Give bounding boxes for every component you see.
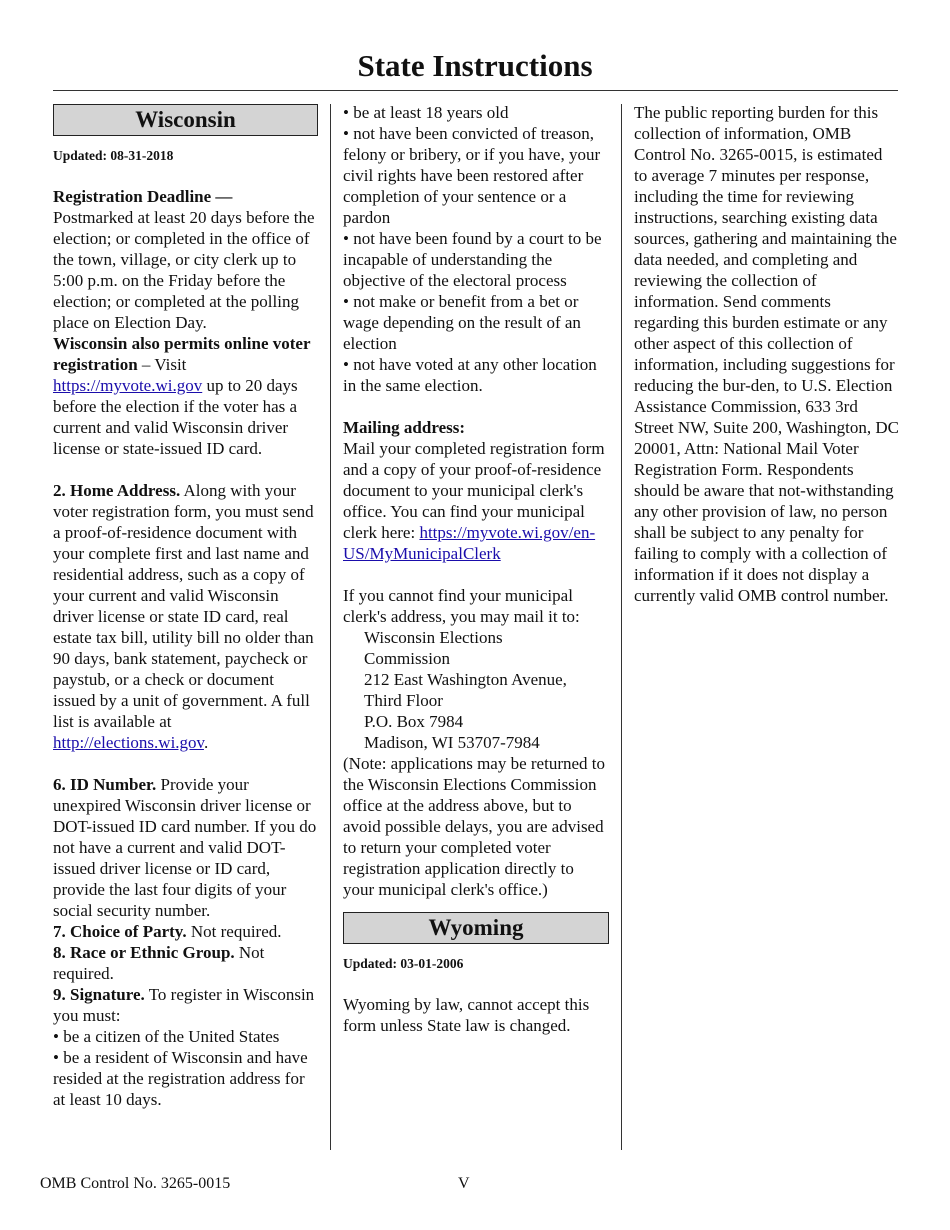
signature-text: To register in Wisconsin you must: bbox=[53, 985, 315, 1025]
signature-label: 9. Signature. bbox=[53, 985, 145, 1004]
requirement-item: • not have voted at any other location in the same election. bbox=[343, 355, 597, 395]
address-line: Third Floor bbox=[364, 691, 443, 710]
address-line: Wisconsin Elections bbox=[364, 628, 503, 647]
mailing-address-label bbox=[343, 417, 609, 438]
race-ethnic-group bbox=[53, 942, 318, 984]
address-line: Madison, WI 53707-7984 bbox=[364, 733, 540, 752]
mailing-address-text bbox=[343, 438, 609, 564]
requirement-item: • be a citizen of the United States bbox=[53, 1027, 280, 1046]
home-address-section bbox=[53, 480, 318, 753]
id-number-text: Provide your unexpired Wisconsin driver license or DOT-issued ID card number. If you do not have a current and valid DOT-issued driver license or ID card, provide the last four digits of your social security number. bbox=[53, 775, 317, 920]
id-number-section bbox=[53, 774, 318, 921]
signature-section bbox=[53, 984, 318, 1026]
wyoming-heading: Wyoming bbox=[343, 912, 609, 944]
wyoming-text: Wyoming by law, cannot accept this form unless State law is changed. bbox=[343, 995, 590, 1035]
requirement-item: • not make or benefit from a bet or wage depending on the result of an election bbox=[343, 292, 581, 353]
race-label: 8. Race or Ethnic Group. bbox=[53, 943, 235, 962]
choice-of-party bbox=[53, 921, 318, 942]
home-address-label: 2. Home Address. bbox=[53, 481, 181, 500]
footer-omb-control: OMB Control No. 3265-0015 bbox=[40, 1175, 231, 1192]
column-divider-1 bbox=[330, 104, 331, 1150]
applications-note: (Note: applications may be returned to the Wisconsin Elections Commission office at the address above, but to avoid possible delays, you are advised to return your completed voter registration application directly to your municipal clerk's office.) bbox=[343, 754, 605, 899]
registration-deadline-label bbox=[53, 186, 318, 207]
burden-statement: The public reporting burden for this collection of information, OMB Control No. 3265-0015, is estimated to average 7 minutes per response, including the time for reviewing instructions, searching existing data sources, gathering and maintaining the data needed, and completing and reviewing the collection of information. Send comments regarding this burden estimate or any other aspect of this collection of information, including suggestions for reducing the bur-den, to U.S. Election Assistance Commission, 633 3rd Street NW, Suite 200, Washington, DC 20001, Attn: National Mail Voter Registration Form. Respondents should be aware that not-withstanding any other provision of law, no person shall be subject to any penalty for failing to comply with a collection of information if it does not display a currently valid OMB control number. bbox=[634, 103, 899, 605]
myvote-link[interactable]: https://myvote.wi.gov bbox=[53, 376, 203, 395]
wyoming-updated: Updated: 03-01-2006 bbox=[343, 956, 464, 971]
mailing-label: Mailing address: bbox=[343, 418, 466, 437]
party-label: 7. Choice of Party. bbox=[53, 922, 187, 941]
wisconsin-heading: Wisconsin bbox=[53, 104, 318, 136]
registration-deadline-text: Postmarked at least 20 days before the election; or completed in the office of the town, village, or city clerk up to 5:00 p.m. on the Friday before the election; or completed at the polling place on Election Day. bbox=[53, 208, 315, 332]
deadline-label: Registration Deadline — bbox=[53, 187, 233, 206]
requirement-item: • be at least 18 years old bbox=[343, 103, 509, 122]
requirement-item: • not have been convicted of treason, felony or bribery, or if you have, your civil rights have been restored after completion of your sentence or a pardon bbox=[343, 124, 601, 227]
requirement-item: • be a resident of Wisconsin and have resided at the registration address for at least 10 days. bbox=[53, 1048, 308, 1109]
online-pre: – Visit bbox=[137, 355, 187, 374]
online-label: Wisconsin also permits online voter registration bbox=[53, 334, 311, 374]
online-registration bbox=[53, 333, 318, 459]
home-address-text: Along with your voter registration form, you must send a proof-of-residence document with your complete first and last name and residential address, such as a copy of your current and valid Wisconsin driver license or state ID card, real estate tax bill, utility bill no older than 90 days, bank statement, paycheck or paystub, or a check or document issued by a unit of government. A full list is available at bbox=[53, 481, 314, 731]
municipal-clerk-link[interactable]: https://myvote.wi.gov/en-US/MyMunicipalClerk bbox=[343, 523, 596, 563]
elections-link[interactable]: http://elections.wi.gov bbox=[53, 733, 204, 752]
title-rule bbox=[53, 90, 898, 91]
mailing-text: Mail your completed registration form and a copy of your proof-of-residence document to your municipal clerk's office. You can find your municipal clerk here: bbox=[343, 439, 605, 542]
wisconsin-updated: Updated: 08-31-2018 bbox=[53, 148, 174, 163]
address-line: 212 East Washington Avenue, bbox=[364, 670, 567, 689]
cannot-find-text: If you cannot find your municipal clerk's address, you may mail it to: bbox=[343, 586, 580, 626]
page-title: State Instructions bbox=[357, 48, 593, 83]
race-text: Not required. bbox=[53, 943, 265, 983]
address-line: P.O. Box 7984 bbox=[364, 712, 464, 731]
address-line: Commission bbox=[364, 649, 450, 668]
home-address-post: . bbox=[203, 733, 209, 752]
column-2 bbox=[343, 102, 609, 1036]
requirement-item: • not have been found by a court to be incapable of understanding the objective of the electoral process bbox=[343, 229, 602, 290]
footer-page-number: V bbox=[458, 1175, 470, 1192]
column-divider-2 bbox=[621, 104, 622, 1150]
id-number-label: 6. ID Number. bbox=[53, 775, 157, 794]
column-3 bbox=[634, 102, 899, 606]
online-post: up to 20 days before the election if the voter has a current and valid Wisconsin driver license or state-issued ID card. bbox=[53, 376, 298, 458]
column-1 bbox=[53, 102, 318, 1110]
party-text: Not required. bbox=[186, 922, 282, 941]
